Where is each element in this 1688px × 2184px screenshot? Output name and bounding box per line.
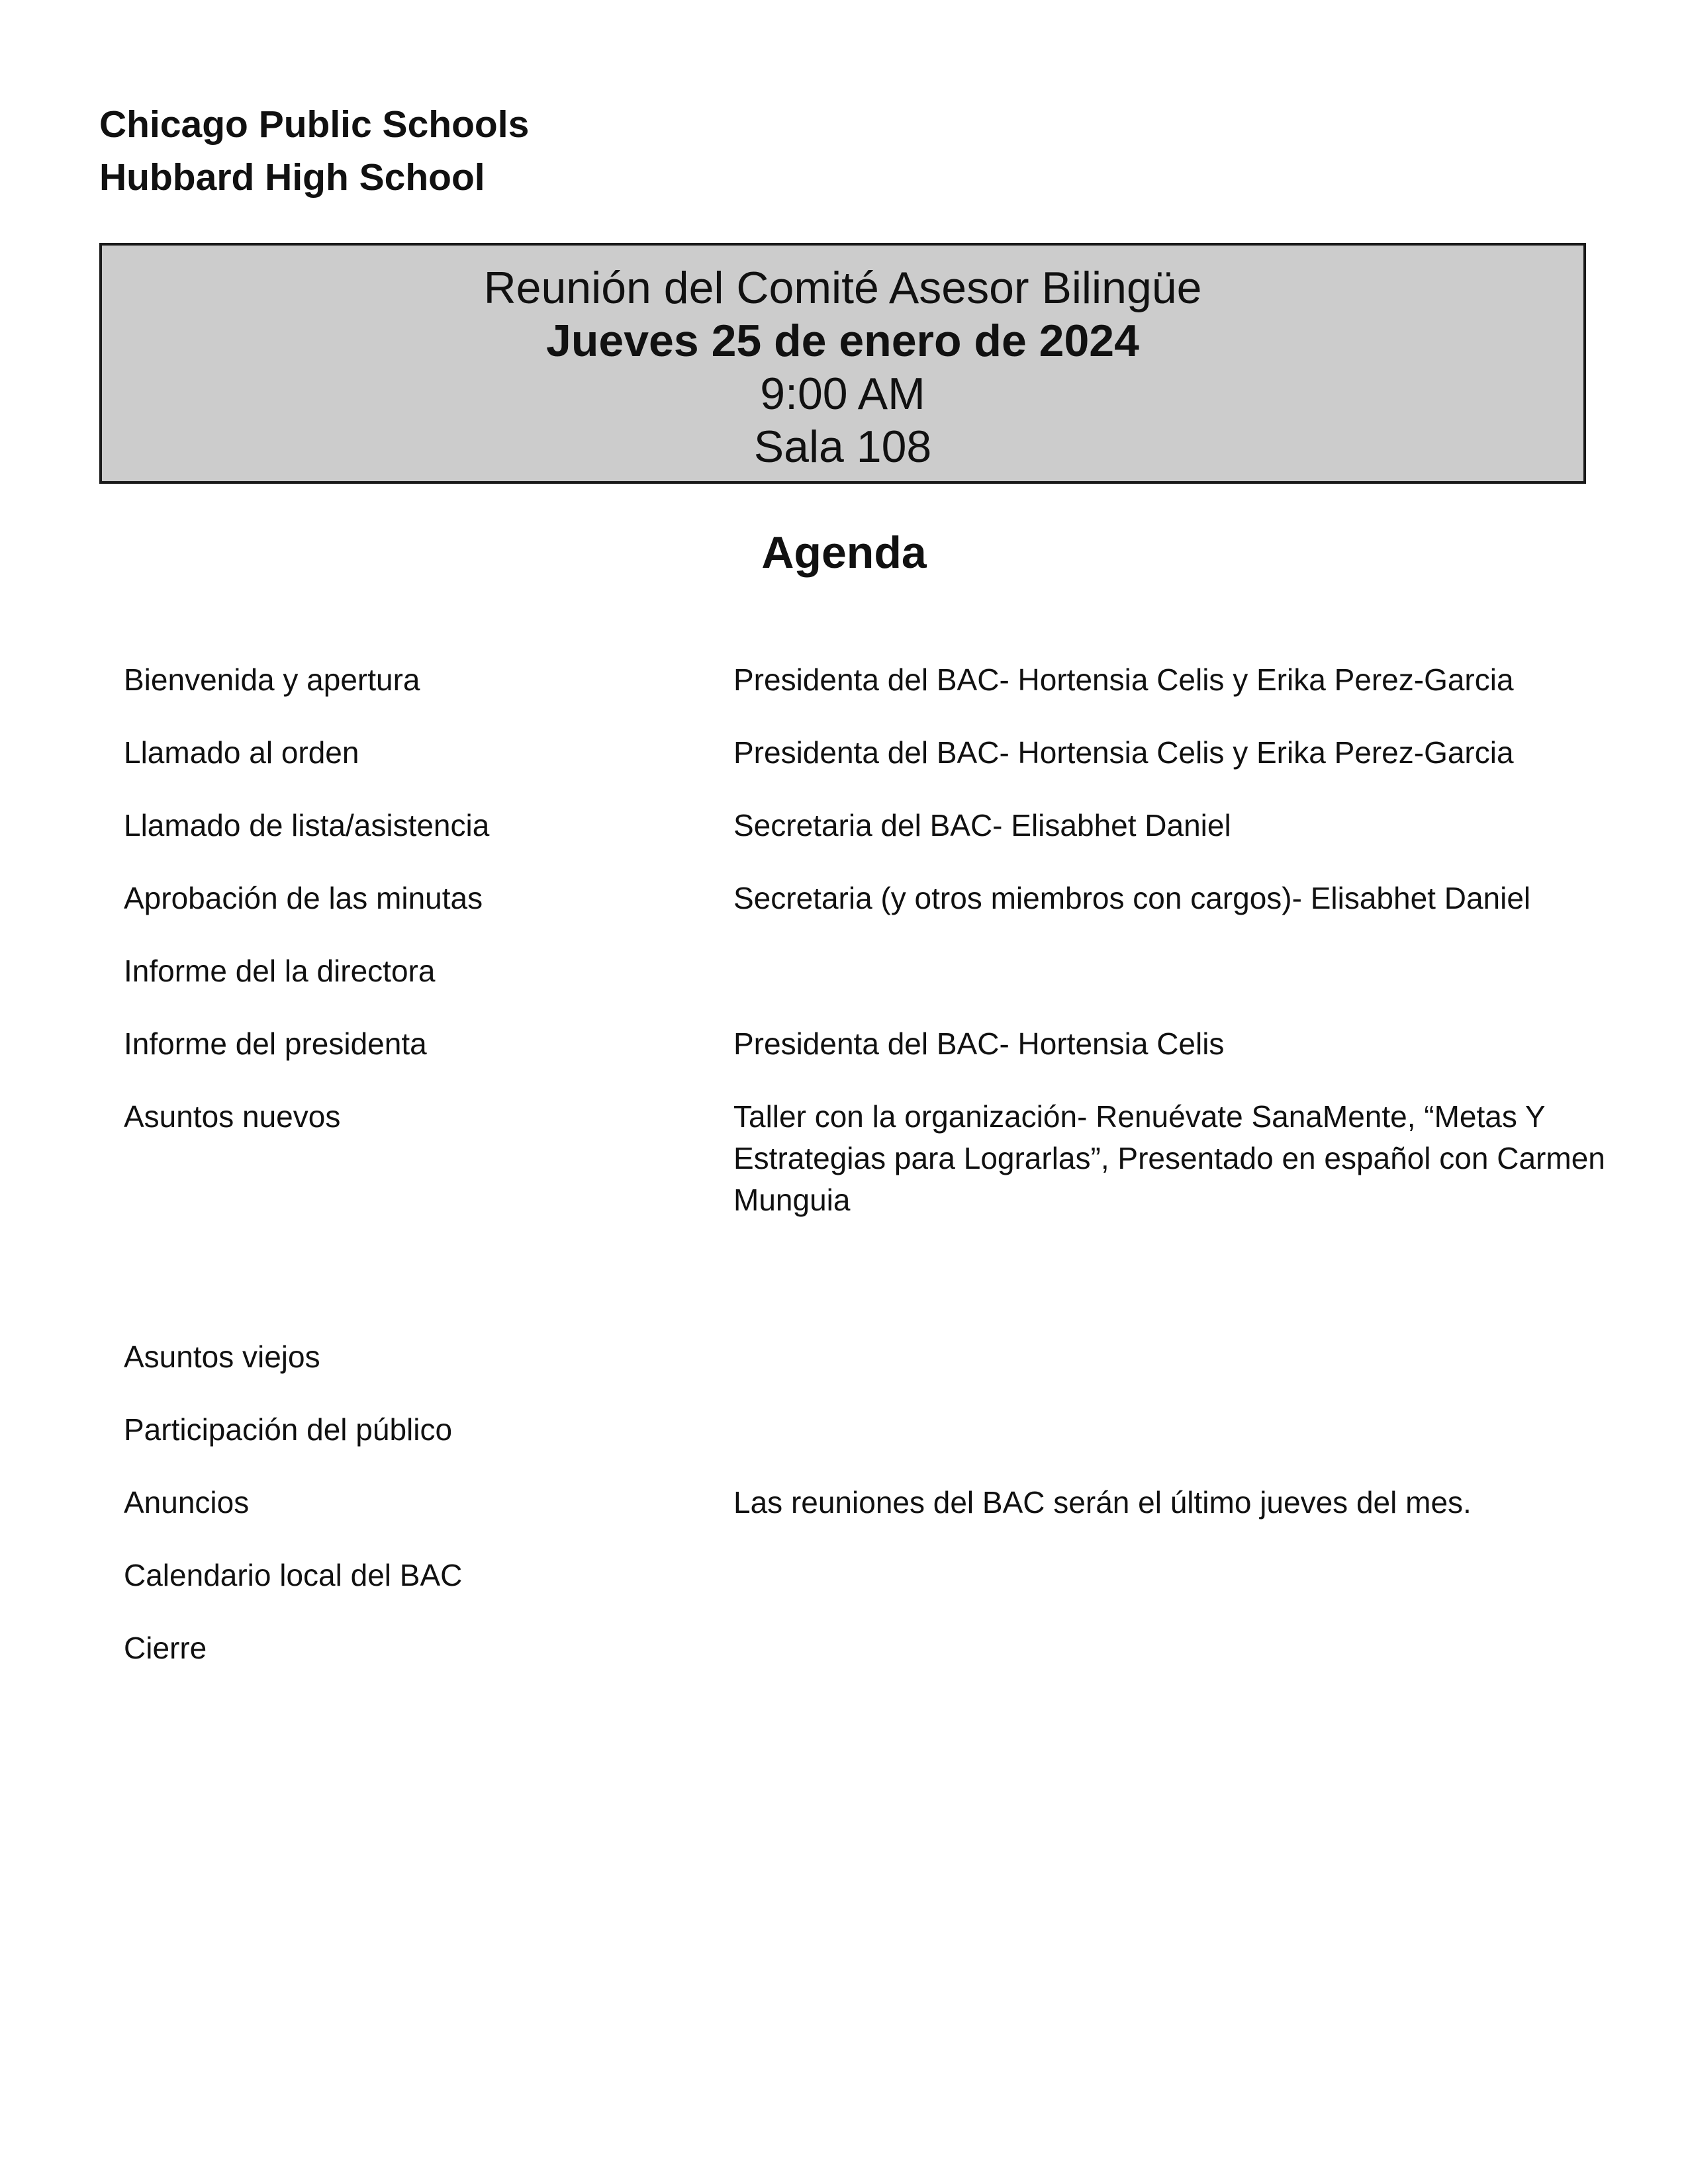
agenda-item-label: Informe del presidenta bbox=[124, 1026, 427, 1061]
meeting-banner bbox=[99, 243, 1586, 484]
meeting-date: Jueves 25 de enero de 2024 bbox=[546, 316, 1139, 366]
agenda-item-label: Aprobación de las minutas bbox=[124, 881, 483, 915]
agenda-item-label: Cierre bbox=[124, 1631, 207, 1665]
agenda-item-label: Llamado al orden bbox=[124, 735, 359, 770]
agenda-item-label: Calendario local del BAC bbox=[124, 1558, 463, 1592]
agenda-item-label: Anuncios bbox=[124, 1485, 250, 1520]
agenda-item-presenter: Las reuniones del BAC serán el último jueves del mes. bbox=[733, 1485, 1472, 1520]
agenda-item-label: Asuntos nuevos bbox=[124, 1099, 341, 1134]
school-name: Hubbard High School bbox=[99, 156, 485, 199]
agenda-item-presenter: Presidenta del BAC- Hortensia Celis y Erika Perez-Garcia bbox=[733, 662, 1514, 697]
agenda-item-presenter: Taller con la organización- Renuévate SanaMente, “Metas Y Estrategias para Lograrlas”, Presentado en español con Carmen Munguia bbox=[733, 1099, 1605, 1217]
agenda-item-label: Participación del público bbox=[124, 1412, 453, 1447]
district-name: Chicago Public Schools bbox=[99, 103, 530, 146]
agenda-item-label: Bienvenida y apertura bbox=[124, 662, 420, 697]
meeting-room: Sala 108 bbox=[753, 422, 932, 472]
agenda-item-presenter: Secretaria (y otros miembros con cargos)- Elisabhet Daniel bbox=[733, 881, 1531, 915]
meeting-time: 9:00 AM bbox=[760, 369, 925, 419]
agenda-item-label: Asuntos viejos bbox=[124, 1340, 320, 1374]
agenda-item-label: Informe del la directora bbox=[124, 954, 436, 988]
agenda-item-presenter: Secretaria del BAC- Elisabhet Daniel bbox=[733, 808, 1231, 842]
school-header bbox=[99, 98, 529, 204]
agenda-item-presenter: Presidenta del BAC- Hortensia Celis y Erika Perez-Garcia bbox=[733, 735, 1514, 770]
agenda-item-presenter: Presidenta del BAC- Hortensia Celis bbox=[733, 1026, 1225, 1061]
agenda-item-label: Llamado de lista/asistencia bbox=[124, 808, 490, 842]
agenda-title: Agenda bbox=[761, 527, 927, 578]
meeting-title: Reunión del Comité Asesor Bilingüe bbox=[483, 263, 1202, 313]
